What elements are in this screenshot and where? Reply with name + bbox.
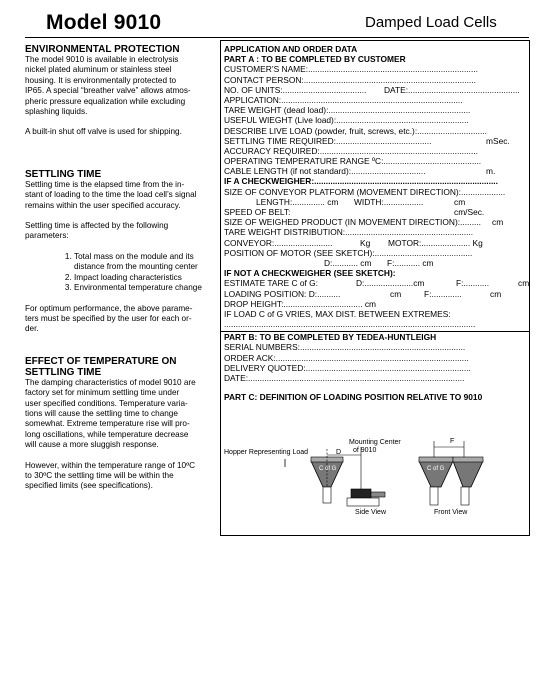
order-ack-field[interactable]: ORDER ACK:................................................................................... xyxy=(224,352,469,363)
shutoff-valve-text: A built-in shut off valve is used for shipping. xyxy=(25,127,182,137)
cog-varies-label: IF LOAD C of G VRIES, MAX DIST. BETWEEN EXTREMES: xyxy=(224,308,451,319)
settling-required-field[interactable]: SETTLING TIME REQUIRED:......................................... xyxy=(224,135,432,146)
length-field[interactable]: LENGTH:.............. cm xyxy=(256,196,339,207)
settling-required-row xyxy=(224,136,526,146)
settling-time-heading: SETTLING TIME xyxy=(25,168,102,180)
load-cell-connector xyxy=(371,492,385,497)
motor-position-field[interactable]: POSITION OF MOTOR (SEE SKETCH):.......................................... xyxy=(224,247,473,258)
msec-unit: mSec. xyxy=(486,135,510,146)
belt-speed-row xyxy=(224,207,526,217)
settling-line: remains within the user specified accuracy. xyxy=(25,200,181,210)
env-line: nickel plated aluminum or stainless steel xyxy=(25,65,172,75)
estimate-f-field[interactable]: F:........... xyxy=(456,278,490,289)
product-size-row xyxy=(224,217,526,227)
motor-f-field[interactable]: F:........... cm xyxy=(387,257,434,268)
estimate-row xyxy=(224,278,530,289)
front-view-caption: Front View xyxy=(434,509,468,516)
side-view-caption: Side View xyxy=(355,509,387,516)
loading-d-field[interactable]: LOADING POSITION: D:.......... xyxy=(224,288,341,299)
op-temp-field[interactable]: OPERATING TEMPERATURE RANGE ºC:.......................................... xyxy=(224,156,482,167)
temp-line: long oscillations, while temperature decrease xyxy=(25,429,189,439)
f-label: F xyxy=(450,438,455,445)
conveyor-unit: Kg xyxy=(360,237,371,248)
temp-line: user specified conditions. Temperature varia- xyxy=(25,398,188,408)
env-line: The model 9010 is available in electrolysis xyxy=(25,55,179,64)
range-line: to 30ºC the settling time will be within the xyxy=(25,470,174,480)
optimum-line: ters must be specified by the user for each or- xyxy=(25,313,192,323)
front-cog-label: C of G xyxy=(427,466,445,472)
affected-line: parameters: xyxy=(25,231,69,241)
part-a-heading: PART A : TO BE COMPLETED BY CUSTOMER xyxy=(224,54,406,65)
loading-d-unit: cm xyxy=(390,288,402,299)
front-hopper-shape-2 xyxy=(453,461,483,487)
conveyor-field[interactable]: CONVEYOR:......................... xyxy=(224,237,333,248)
side-support-post xyxy=(323,487,331,503)
temp-line: will cause a more sluggish response. xyxy=(25,440,159,450)
motor-df-row xyxy=(224,258,526,268)
side-base-plate xyxy=(347,498,379,506)
drop-height-field[interactable]: DROP HEIGHT:.................................. cm xyxy=(224,298,377,309)
tare-weight-field[interactable]: TARE WEIGHT (dead load):............................................................. xyxy=(224,105,471,116)
part-b-heading: PART B: TO BE COMPLETED BY TEDEA-HUNTLEIGH xyxy=(224,332,437,343)
conveyor-motor-row xyxy=(224,238,526,248)
product-size-unit: cm xyxy=(492,217,504,228)
mount-center-label-2: of 9010 xyxy=(353,447,377,454)
model-title: Model 9010 xyxy=(46,11,162,34)
loading-position-row xyxy=(224,289,526,299)
parameter-item: 1. Total mass on the module and its distance from the mounting center xyxy=(74,252,217,273)
env-protection-heading: ENVIRONMENTAL PROTECTION xyxy=(25,44,180,55)
units-date-row xyxy=(224,85,526,95)
live-load-field[interactable]: DESCRIBE LIVE LOAD (powder, fruit, screws, etc.):.............................. xyxy=(224,125,487,136)
temp-line: The damping characteristics of model 9010 are xyxy=(25,377,196,387)
motor-d-field[interactable]: D:........... cm xyxy=(324,257,372,268)
header-divider xyxy=(25,37,529,38)
length-width-row xyxy=(224,197,526,207)
temp-line: somewhat. Extreme temperature rise will pro- xyxy=(25,419,190,429)
env-line: pheric pressure equalization while excluding xyxy=(25,96,186,106)
units-field[interactable]: NO. OF UNITS:.................................... xyxy=(224,84,367,95)
mount-center-label: Mounting Center xyxy=(349,439,401,446)
front-hopper-shape xyxy=(419,461,453,487)
speed-unit: cm/Sec. xyxy=(454,207,485,217)
application-field[interactable]: APPLICATION:.............................................................................. xyxy=(224,94,463,105)
date-b-field[interactable]: DATE:............................................................................................. xyxy=(224,373,465,383)
useful-weight-field[interactable]: USEFUL WIEGHT (Live load):......................................................... xyxy=(224,115,469,126)
temperature-heading-2: SETTLING TIME xyxy=(25,366,102,378)
description-column xyxy=(25,44,217,492)
load-cell-body xyxy=(351,489,371,498)
part-c-heading: PART C: DEFINITION OF LOADING POSITION RELATIVE TO 9010 xyxy=(224,392,483,403)
front-support-post xyxy=(430,487,438,505)
contact-person-field[interactable]: CONTACT PERSON:.......................................................................... xyxy=(224,74,476,85)
hopper-label: Hopper Representing Load xyxy=(224,449,309,456)
checkweigher-heading: IF A CHECKWEIGHER:............................................................................... xyxy=(224,176,498,187)
width-field[interactable]: WIDTH:................. xyxy=(354,196,424,207)
d-label: D xyxy=(336,449,342,456)
accuracy-field[interactable]: ACCURACY REQUIRED:.................................................................... xyxy=(224,145,478,156)
cog-varies-field[interactable]: ............................................................................................................ xyxy=(224,319,476,330)
loading-f-field[interactable]: F:............. xyxy=(424,288,462,299)
tare-distribution-field[interactable]: TARE WEIGHT DISTRIBUTION:....................................................... xyxy=(224,227,474,238)
form-title: APPLICATION AND ORDER DATA xyxy=(224,44,358,54)
order-form xyxy=(224,44,530,403)
parameter-item: 2. Impact loading characteristics xyxy=(74,273,217,283)
temp-line: factory set for minimum settling time under xyxy=(25,388,180,398)
range-line: specified limits (see specifications). xyxy=(25,481,153,491)
not-checkweigher-heading: IF NOT A CHECKWEIGHER (SEE SKETCH): xyxy=(224,268,396,279)
settling-line: stant of loading to the time the load cell’s signal xyxy=(25,190,197,200)
front-hopper-rim-2 xyxy=(453,457,483,462)
env-line: IP65. A special “breather valve” allows atmos- xyxy=(25,86,191,96)
product-type: Damped Load Cells xyxy=(365,14,497,31)
temperature-heading: EFFECT OF TEMPERATURE ON xyxy=(25,355,177,367)
side-cog-label: C of G xyxy=(319,466,337,472)
date-field[interactable]: DATE:................................................ xyxy=(384,84,520,95)
loading-position-diagram xyxy=(221,433,528,533)
motor-field[interactable]: MOTOR:..................... Kg xyxy=(388,237,483,248)
env-line: splashing liquids. xyxy=(25,107,88,117)
delivery-field[interactable]: DELIVERY QUOTED:....................................................................... xyxy=(224,362,471,373)
belt-speed-field[interactable]: SPEED OF BELT: xyxy=(224,207,291,217)
estimate-unit: cm xyxy=(518,278,530,289)
range-line: However, within the temperature range of 10ºC xyxy=(25,460,196,470)
conveyor-size-field[interactable]: SIZE OF CONVEYOR PLATFORM (MOVEMENT DIRECTION):................... xyxy=(224,186,506,197)
optimum-line: der. xyxy=(25,324,39,334)
parameter-list xyxy=(62,252,217,294)
page-header xyxy=(0,0,554,38)
estimate-label: ESTIMATE TARE C of G: xyxy=(224,278,318,289)
env-line: housing. It is environmentally protected to xyxy=(25,75,177,85)
settling-line: Settling time is the elapsed time from the in- xyxy=(25,179,185,189)
optimum-line: For optimum performance, the above parame- xyxy=(25,303,193,313)
cable-length-row xyxy=(224,166,526,176)
front-hopper-rim xyxy=(419,457,453,462)
order-form-box xyxy=(220,40,530,536)
customer-name-field[interactable]: CUSTOMER’S NAME:......................................................................... xyxy=(224,64,478,75)
cable-length-field[interactable]: CABLE LENGTH (if not standard):................................ xyxy=(224,166,426,177)
width-unit: cm xyxy=(454,196,466,207)
parameter-item: 3. Environmental temperature change xyxy=(74,283,217,293)
estimate-d-field[interactable]: D:.....................cm xyxy=(356,278,425,289)
m-unit: m. xyxy=(486,166,496,177)
affected-line: Settling time is affected by the following xyxy=(25,221,169,231)
serial-numbers-field[interactable]: SERIAL NUMBERS:....................................................................... xyxy=(224,342,466,353)
front-support-post-2 xyxy=(461,487,469,505)
product-size-field[interactable]: SIZE OF WEIGHED PRODUCT (IN MOVEMENT DIRECTION):......... xyxy=(224,217,481,228)
temp-line: tions will cause the settling time to change xyxy=(25,408,178,418)
loading-f-unit: cm xyxy=(490,288,502,299)
